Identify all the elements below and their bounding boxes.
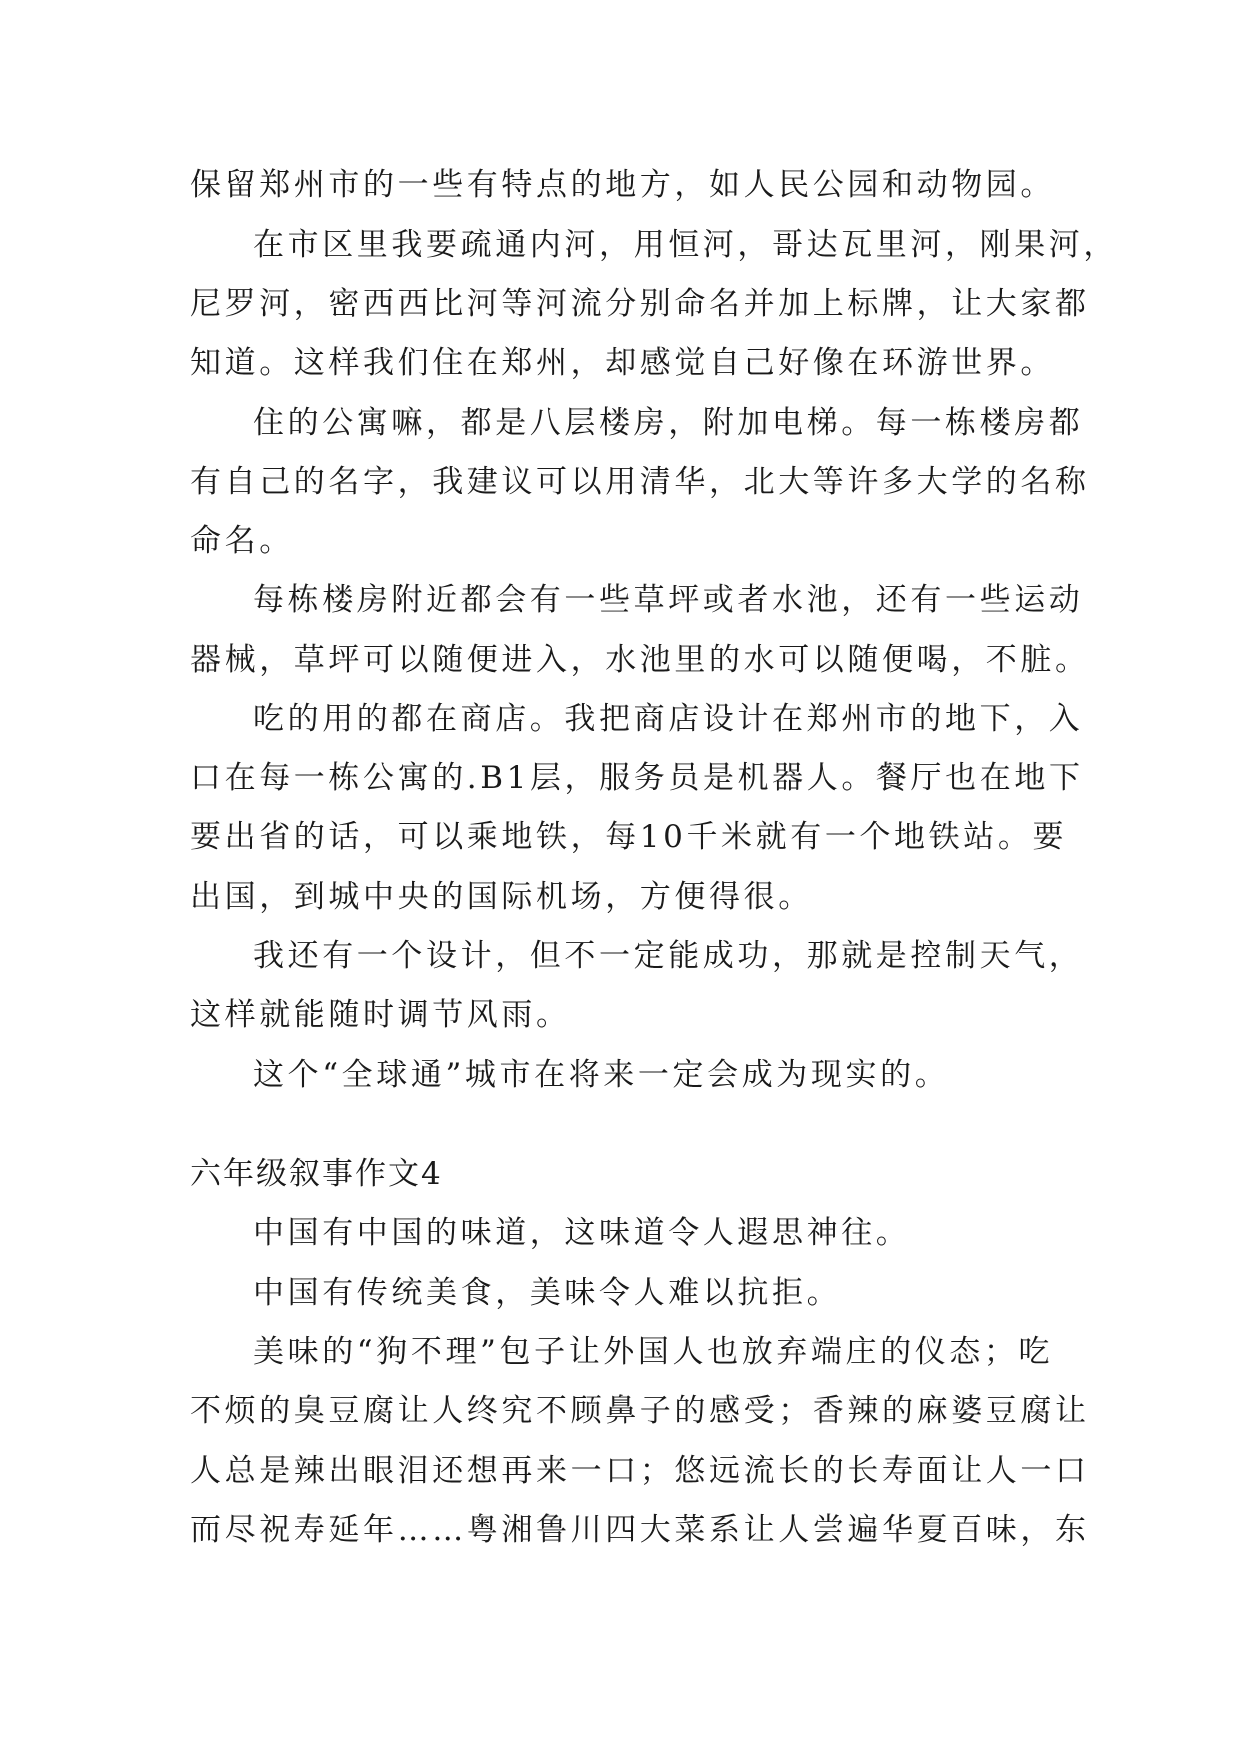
paragraph-first-line: 在市区里我要疏通内河，用恒河，哥达瓦里河，刚果河，: [253, 227, 1118, 263]
body-text-line: 保留郑州市的一些有特点的地方，如人民公园和动物园。: [190, 167, 1055, 203]
paragraph-first-line: 住的公寓嘛，都是八层楼房，附加电梯。每一栋楼房都: [253, 405, 1084, 441]
body-text-line: 人总是辣出眼泪还想再来一口；悠远流长的长寿面让人一口: [190, 1453, 1090, 1489]
body-text-line: 这样就能随时调节风雨。: [190, 997, 571, 1033]
paragraph-first-line: 每栋楼房附近都会有一些草坪或者水池，还有一些运动: [253, 582, 1084, 618]
body-text-line: 而尽祝寿延年……粤湘鲁川四大菜系让人尝遍华夏百味，东: [190, 1512, 1090, 1548]
body-text-line: 命名。: [190, 523, 294, 559]
paragraph-first-line: 我还有一个设计，但不一定能成功，那就是控制天气，: [253, 938, 1084, 974]
paragraph-first-line: 吃的用的都在商店。我把商店设计在郑州市的地下，入: [253, 701, 1084, 737]
body-text-line: 要出省的话，可以乘地铁，每10千米就有一个地铁站。要: [190, 819, 1068, 855]
body-text-line: 不烦的臭豆腐让人终究不顾鼻子的感受；香辣的麻婆豆腐让: [190, 1393, 1090, 1429]
section-heading: 六年级叙事作文4: [190, 1156, 443, 1192]
body-text-line: 口在每一栋公寓的.B1层，服务员是机器人。餐厅也在地下: [190, 760, 1084, 796]
paragraph-first-line: 美味的“狗不理”包子让外国人也放弃端庄的仪态；吃: [253, 1334, 1054, 1370]
body-text-line: 尼罗河，密西西比河等河流分别命名并加上标牌，让大家都: [190, 286, 1090, 322]
paragraph-first-line: 这个“全球通”城市在将来一定会成为现实的。: [253, 1057, 950, 1093]
paragraph-first-line: 中国有中国的味道，这味道令人遐思神往。: [253, 1215, 911, 1251]
body-text-line: 器械，草坪可以随便进入，水池里的水可以随便喝，不脏。: [190, 642, 1090, 678]
body-text-line: 知道。这样我们住在郑州，却感觉自己好像在环游世界。: [190, 345, 1055, 381]
body-text-line: 有自己的名字，我建议可以用清华，北大等许多大学的名称: [190, 464, 1090, 500]
paragraph-first-line: 中国有传统美食，美味令人难以抗拒。: [253, 1275, 842, 1311]
body-text-line: 出国，到城中央的国际机场，方便得很。: [190, 879, 813, 915]
